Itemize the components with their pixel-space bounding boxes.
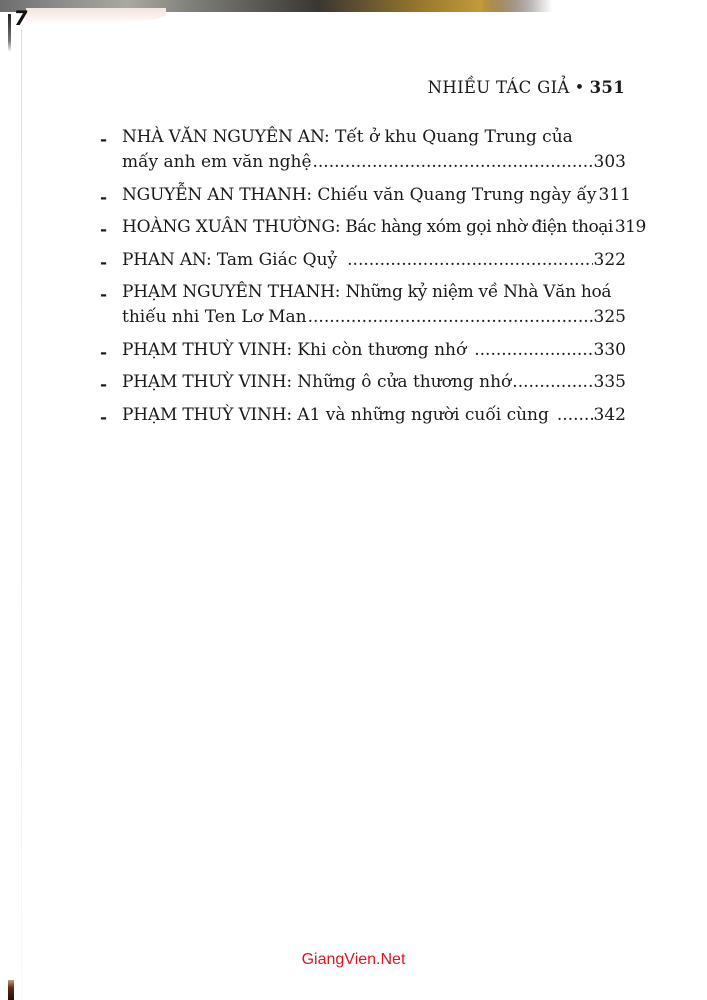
entry-page: 330 — [593, 339, 626, 360]
toc-line — [122, 338, 626, 363]
entry-author: PHAN AN: — [122, 249, 212, 270]
bullet-separator: • — [574, 78, 585, 97]
toc-entry[interactable] — [100, 215, 646, 240]
entry-author: PHẠM NGUYÊN THANH: — [122, 282, 341, 302]
entry-title: Bác hàng xóm gọi nhờ điện thoại — [345, 217, 613, 237]
entry-title: Những kỷ niệm về Nhà Văn hoá — [345, 282, 612, 302]
toc-line — [122, 305, 626, 330]
dash-marker: - — [100, 342, 108, 363]
dot-leader — [557, 403, 593, 428]
entry-page: 342 — [593, 404, 626, 425]
running-header-title: NHIỀU TÁC GIẢ — [427, 78, 570, 97]
dot-leader — [474, 338, 592, 363]
dot-leader — [512, 370, 592, 395]
table-of-contents — [100, 125, 646, 435]
dash-marker: - — [100, 130, 108, 150]
toc-line — [122, 403, 626, 428]
entry-page: 319 — [614, 217, 646, 237]
toc-line — [122, 150, 626, 175]
entry-title: Những ô cửa thương nhớ — [297, 372, 512, 392]
toc-line — [122, 248, 626, 273]
entry-title: Chiếu văn Quang Trung ngày ấy — [317, 184, 597, 205]
toc-line — [122, 280, 626, 305]
entry-title: Khi còn thương nhớ — [297, 339, 467, 360]
entry-author: PHẠM THUỲ VINH: — [122, 339, 292, 360]
entry-page: 335 — [593, 372, 626, 392]
toc-line — [122, 125, 626, 150]
toc-entry[interactable] — [100, 183, 631, 208]
entry-title: Tam Giác Quỷ — [216, 249, 338, 270]
dot-leader — [308, 305, 593, 330]
toc-entry[interactable] — [100, 125, 626, 175]
edge-fade — [300, 0, 707, 12]
toc-line — [122, 183, 631, 208]
toc-line — [122, 215, 646, 240]
toc-entry[interactable] — [100, 280, 626, 330]
entry-page: 311 — [598, 184, 631, 205]
dash-marker: - — [100, 407, 108, 428]
entry-author: PHẠM THUỲ VINH: — [122, 372, 292, 392]
dash-marker: - — [100, 187, 108, 208]
corner-page-mark: 7 — [12, 6, 30, 30]
bottom-binding-edge — [8, 980, 14, 1000]
entry-page: 303 — [593, 152, 626, 172]
dot-leader — [313, 150, 593, 175]
page-curl — [26, 8, 166, 24]
toc-entry[interactable] — [100, 403, 626, 428]
entry-author: NGUYỄN AN THANH: — [122, 184, 312, 205]
dash-marker: - — [100, 375, 108, 395]
entry-title-continued: mấy anh em văn nghệ — [122, 152, 312, 172]
entry-author: NHÀ VĂN NGUYÊN AN: — [122, 127, 330, 147]
entry-page: 322 — [593, 249, 626, 270]
page-number: 351 — [589, 78, 625, 97]
dash-marker: - — [100, 285, 108, 305]
dash-marker: - — [100, 220, 108, 240]
entry-page: 325 — [593, 307, 626, 327]
entry-author: HOÀNG XUÂN THƯỜNG: — [122, 217, 341, 237]
entry-title: A1 và những người cuối cùng — [297, 404, 549, 425]
toc-entry[interactable] — [100, 370, 626, 395]
dash-marker: - — [100, 252, 108, 273]
left-binding-edge — [8, 14, 11, 52]
watermark-link[interactable]: GiangVien.Net — [301, 951, 406, 968]
toc-entry[interactable] — [100, 248, 626, 273]
page-fold-line — [21, 30, 22, 1000]
entry-title: Tết ở khu Quang Trung của — [335, 127, 573, 147]
toc-entry[interactable] — [100, 338, 626, 363]
dot-leader — [347, 248, 592, 273]
toc-line — [122, 370, 626, 395]
entry-title-continued: thiếu nhi Ten Lơ Man — [122, 307, 307, 327]
running-header — [428, 78, 625, 97]
entry-author: PHẠM THUỲ VINH: — [122, 404, 292, 425]
